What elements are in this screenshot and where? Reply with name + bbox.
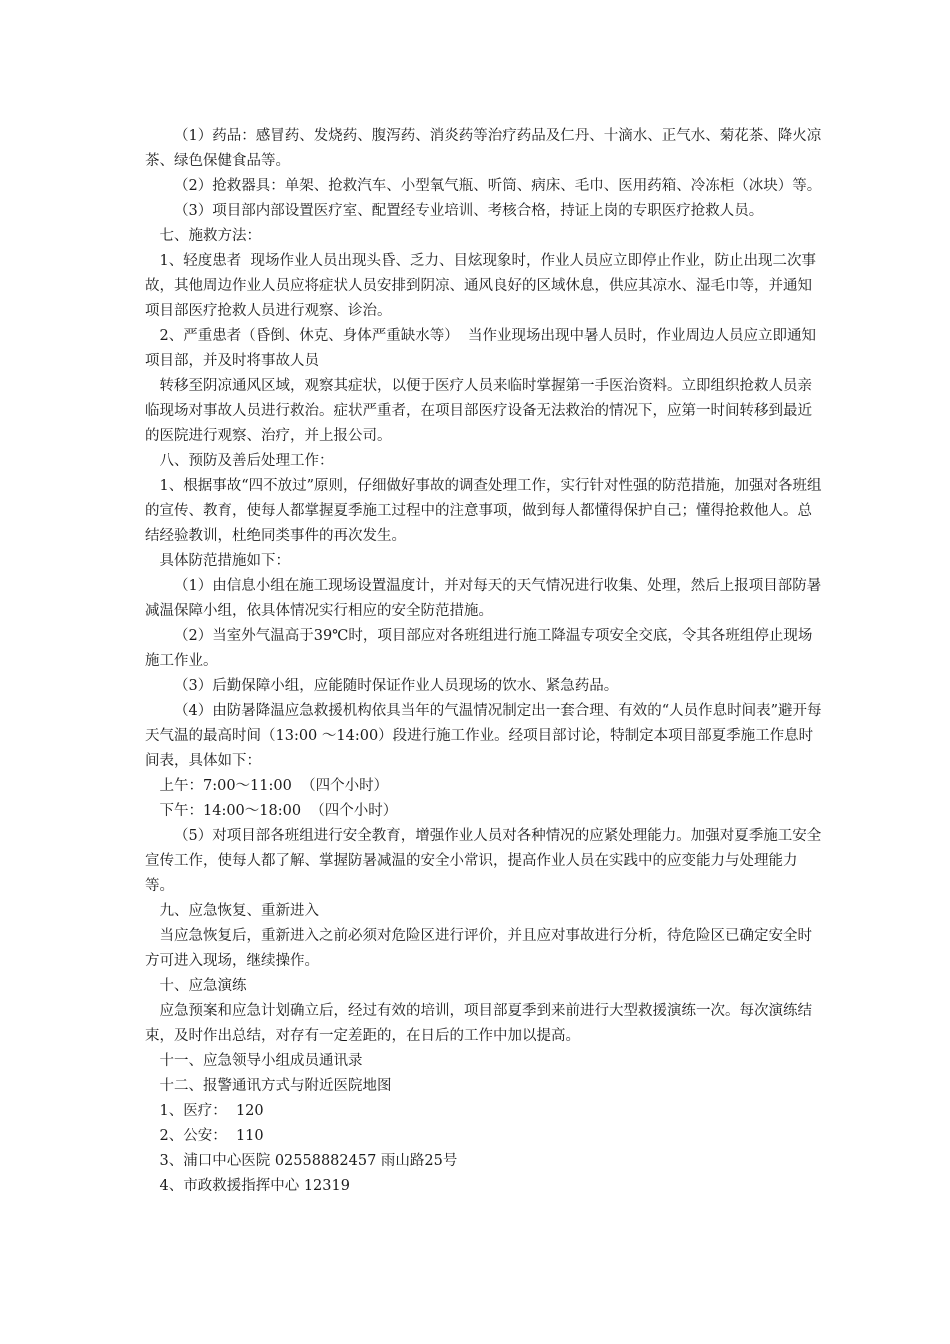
section-heading-contacts: 十一、应急领导小组成员通讯录 (159, 1053, 363, 1069)
paragraph-rescue-equipment: （2）抢救器具：单架、抢救汽车、小型氧气瓶、听筒、病床、毛巾、医用药箱、冷冻柜（冰块）等。 (174, 178, 822, 194)
paragraph-four-principles: 1、根据事故“四不放过”原则，仔细做好事故的调查处理工作，实行针对性强的防范措施，加强对各班组的宣传、教育，使每人都掌握夏季施工过程中的注意事项，做到每人都懂得保护自己；懂得抢救他人。总结经验教训，杜绝同类事件的再次发生。 (145, 478, 822, 544)
section-heading-recovery: 九、应急恢复、重新进入 (159, 903, 319, 919)
paragraph-drill: 应急预案和应急计划确立后，经过有效的培训，项目部夏季到来前进行大型救援演练一次。每次演练结束，及时作出总结，对存有一定差距的，在日后的工作中加以提高。 (145, 1003, 812, 1044)
paragraph-recovery: 当应急恢复后，重新进入之前必须对危险区进行评价，并且应对事故进行分析，待危险区已确定安全时方可进入现场，继续操作。 (145, 928, 812, 969)
paragraph-temperature-limit: （2）当室外气温高于39℃时，项目部应对各班组进行施工降温专项安全交底，令其各班组停止现场施工作业。 (145, 628, 813, 669)
paragraph-thermometer: （1）由信息小组在施工现场设置温度计，并对每天的天气情况进行收集、处理，然后上报项目部防暑减温保障小组，依具体情况实行相应的安全防范措施。 (145, 578, 822, 619)
schedule-morning: 上午：7:00～11:00 （四个小时） (159, 778, 389, 794)
contact-police: 2、公安： 110 (159, 1128, 264, 1144)
section-heading-alarm: 十二、报警通讯方式与附近医院地图 (159, 1078, 392, 1094)
document-body (145, 124, 825, 1199)
contact-medical: 1、医疗： 120 (159, 1103, 264, 1119)
paragraph-measures-intro: 具体防范措施如下： (159, 553, 290, 569)
schedule-afternoon: 下午：14:00～18:00 （四个小时） (159, 803, 398, 819)
paragraph-mild-patient: 1、轻度患者 现场作业人员出现头昏、乏力、目炫现象时，作业人员应立即停止作业，防止出现二次事故，其他周边作业人员应将症状人员安排到阴凉、通风良好的区域休息，供应其凉水、湿毛巾等，并通知项目部医疗抢救人员进行观察、诊治。 (145, 253, 816, 319)
contact-hospital: 3、浦口中心医院 02558882457 雨山路25号 (159, 1153, 458, 1169)
paragraph-severe-patient: 2、严重患者（昏倒、休克、身体严重缺水等） 当作业现场出现中暑人员时，作业周边人员应立即通知项目部，并及时将事故人员 (145, 328, 816, 369)
contact-municipal-rescue: 4、市政救援指挥中心 12319 (159, 1178, 350, 1194)
section-heading-rescue-methods: 七、施救方法： (159, 228, 261, 244)
paragraph-transfer: 转移至阴凉通风区域，观察其症状，以便于医疗人员来临时掌握第一手医治资料。立即组织抢救人员亲临现场对事故人员进行救治。症状严重者，在项目部医疗设备无法救治的情况下，应第一时间转移到最近的医院进行观察、治疗，并上报公司。 (145, 378, 812, 444)
paragraph-schedule: （4）由防暑降温应急救援机构依具当年的气温情况制定出一套合理、有效的“人员作息时间表”避开每天气温的最高时间（13:00 ～14:00）段进行施工作业。经项目部讨论，特制定本项目部夏季施工作息时间表，具体如下： (145, 703, 822, 769)
section-heading-prevention: 八、预防及善后处理工作： (159, 453, 334, 469)
paragraph-medical-room: （3）项目部内部设置医疗室、配置经专业培训、考核合格，持证上岗的专职医疗抢救人员。 (174, 203, 764, 219)
paragraph-medicine: （1）药品：感冒药、发烧药、腹泻药、消炎药等治疗药品及仁丹、十滴水、正气水、菊花茶、降火凉茶、绿色保健食品等。 (145, 128, 822, 169)
paragraph-safety-education: （5）对项目部各班组进行安全教育，增强作业人员对各种情况的应紧处理能力。加强对夏季施工安全宣传工作，使每人都了解、掌握防暑减温的安全小常识，提高作业人员在实践中的应变能力与处理能力等。 (145, 828, 822, 894)
section-heading-drill: 十、应急演练 (159, 978, 247, 994)
paragraph-logistics: （3）后勤保障小组，应能随时保证作业人员现场的饮水、紧急药品。 (174, 678, 619, 694)
